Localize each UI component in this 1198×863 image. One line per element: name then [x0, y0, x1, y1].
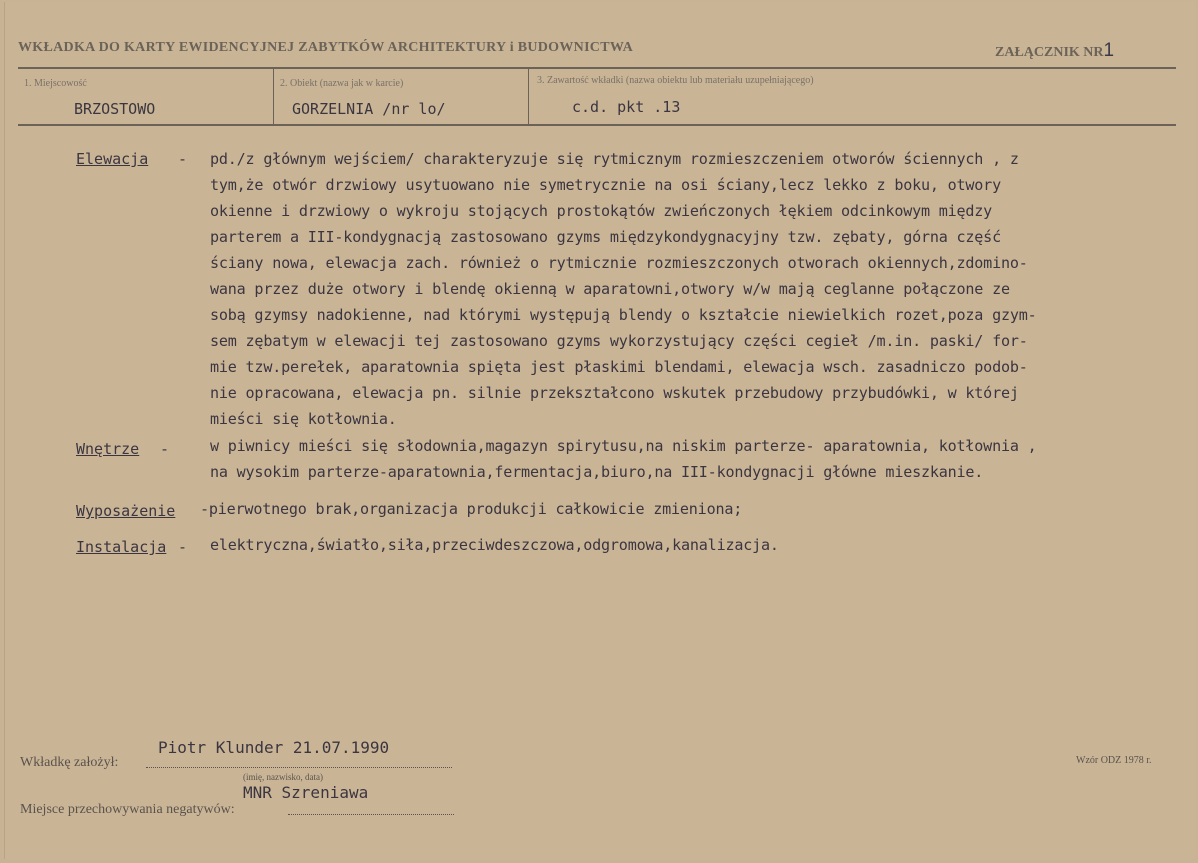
section-label-wnetrze: Wnętrze [76, 440, 140, 458]
text-line: ściany nowa, elewacja zach. również o rytmicznie rozmieszczonych otworach okiennych,zdomino- [210, 254, 1028, 272]
content-value: c.d. pkt .13 [572, 98, 681, 116]
storage-label: Miejsce przechowywania negatywów: [20, 802, 235, 817]
annex-label-text: ZAŁĄCZNIK NR [995, 45, 1104, 60]
field-divider-2 [528, 69, 529, 125]
object-value: GORZELNIA /nr lo/ [292, 100, 446, 118]
section-label-wyposazenie: Wyposażenie [76, 502, 176, 520]
storage-line [288, 814, 454, 815]
text-line: mieści się kotłownia. [210, 410, 397, 428]
document-title: WKŁADKA DO KARTY EWIDENCYJNEJ ZABYTKÓW ARCHITEKTURY i BUDOWNICTWA [18, 40, 634, 55]
text-line: parterem a III-kondygnacją zastosowano gzyms międzykondygnacyjny tzw. zębaty, górna część [210, 228, 1001, 246]
text-line: w piwnicy mieści się słodownia,magazyn spirytusu,na niskim parterze- aparatownia, kotłownia , [210, 437, 1037, 455]
annex-label [995, 40, 1114, 62]
text-line: wana przez duże otwory i blendę okienną w aparatowni,otwory w/w mają ceglanne połączone ze [210, 280, 1010, 298]
section-dash-instalacja: - [178, 538, 188, 556]
locality-label: 1. Miejscowość [24, 78, 87, 89]
header-rule-bottom [18, 124, 1176, 126]
text-line: -pierwotnego brak,organizacja produkcji całkowicie zmieniona; [200, 500, 743, 518]
object-label: 2. Obiekt (nazwa jak w karcie) [280, 78, 404, 89]
text-line: okienne i drzwiowy o wykroju stojących prostokątów zwieńczonych łękiem odcinkowym między [210, 202, 993, 220]
text-line: na wysokim parterze-aparatownia,fermentacja,biuro,na III-kondygnacji główne mieszkanie. [210, 463, 984, 481]
locality-value: BRZOSTOWO [74, 100, 156, 118]
author-line [146, 767, 452, 768]
field-divider-1 [273, 69, 274, 125]
section-dash-elewacja: - [178, 150, 188, 168]
header-rule-top [18, 67, 1176, 69]
author-label: Wkładkę założył: [20, 755, 119, 770]
text-line: sobą gzymsy nadokienne, nad którymi występują blendy o kształcie niewielkich rozet,poza gzym- [210, 306, 1037, 324]
section-label-instalacja: Instalacja [76, 538, 167, 556]
section-dash-wnetrze: - [160, 440, 170, 458]
record-card [4, 2, 1195, 859]
text-line: pd./z głównym wejściem/ charakteryzuje się rytmicznym rozmieszczeniem otworów ściennych , z [210, 150, 1019, 168]
content-label: 3. Zawartość wkładki (nazwa obiektu lub materiału uzupełniającego) [537, 75, 814, 86]
section-label-elewacja: Elewacja [76, 150, 149, 168]
text-line: nie opracowana, elewacja pn. silnie przekształcono wskutek przebudowy przybudówki, w której [210, 384, 1019, 402]
form-code: Wzór ODZ 1978 r. [1076, 755, 1152, 766]
author-value: Piotr Klunder 21.07.1990 [158, 738, 390, 757]
text-line: tym,że otwór drzwiowy usytuowano nie symetrycznie na osi ściany,lecz lekko z boku, otwory [210, 176, 1001, 194]
text-line: elektryczna,światło,siła,przeciwdeszczowa,odgromowa,kanalizacja. [210, 536, 779, 554]
text-line: sem zębatym w elewacji tej zastosowano gzyms wykorzystujący części cegieł /m.in. paski/ for- [210, 332, 1028, 350]
text-line: mie tzw.perełek, aparatownia spięta jest płaskimi blendami, elewacja wsch. zasadniczo podob- [210, 358, 1028, 376]
annex-number: 1 [1103, 40, 1115, 61]
author-hint: (imię, nazwisko, data) [243, 772, 323, 782]
storage-value: MNR Szreniawa [243, 783, 369, 802]
